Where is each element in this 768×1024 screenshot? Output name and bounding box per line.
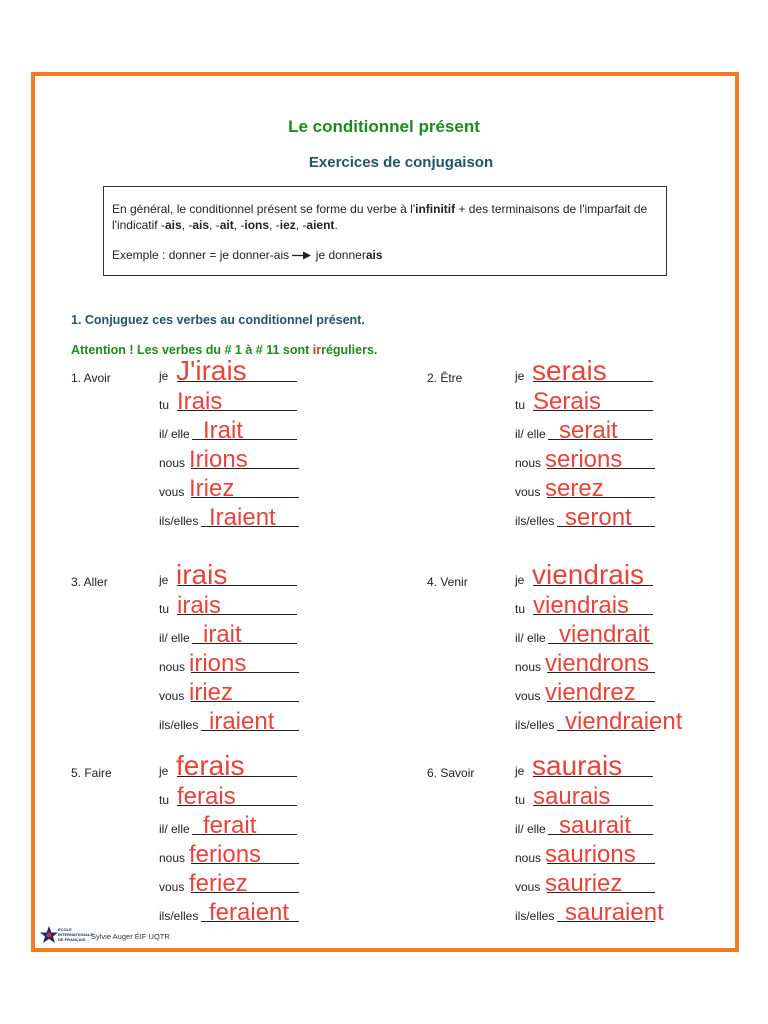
handwritten-answer: Irait [203, 417, 244, 444]
pronoun-label: je [159, 369, 169, 383]
handwritten-answer: viendrais [532, 559, 645, 590]
handwritten-answer: saurait [559, 812, 632, 839]
conjugation-row [71, 561, 401, 590]
pronoun-label: il/ elle [515, 822, 546, 836]
handwritten-answer: saurais [532, 750, 623, 781]
conjugation-row [71, 839, 401, 868]
instruction: 1. Conjuguez ces verbes au conditionnel présent. [71, 313, 365, 327]
verb-title: 5. Faire [71, 766, 112, 780]
rule-box [103, 186, 667, 276]
page-title: Le conditionnel présent [288, 117, 480, 136]
pronoun-label: tu [515, 793, 526, 807]
conjugation-row [427, 386, 757, 415]
conjugation-row [427, 868, 757, 897]
pronoun-label: il/ elle [515, 631, 546, 645]
pronoun-label: je [515, 369, 525, 383]
handwritten-answer: viendrais [533, 592, 630, 619]
pronoun-label: nous [515, 851, 542, 865]
verb-title: 3. Aller [71, 575, 108, 589]
verb-block [71, 559, 401, 752]
handwritten-answer: seront [565, 504, 632, 531]
star-icon [39, 925, 59, 945]
pronoun-label: nous [159, 851, 186, 865]
handwritten-answer: irais [177, 592, 222, 619]
handwritten-answer: iriez [189, 679, 234, 706]
conjugation-row [427, 810, 757, 839]
pronoun-label: nous [159, 660, 186, 674]
conjugation-row [71, 868, 401, 897]
pronoun-label: tu [515, 602, 526, 616]
pronoun-label: il/ elle [159, 427, 190, 441]
pronoun-label: tu [159, 793, 170, 807]
handwritten-answer: ferais [177, 783, 236, 810]
pronoun-label: ils/elles [515, 514, 555, 528]
page-subtitle: Exercices de conjugaison [308, 154, 494, 171]
handwritten-answer: Iraient [209, 504, 276, 531]
handwritten-answer: feriez [189, 870, 248, 897]
conjugation-row [427, 752, 757, 781]
handwritten-answer: ferais [176, 750, 245, 781]
verb-block [427, 355, 757, 548]
conjugation-row [427, 706, 757, 735]
handwritten-answer: viendrons [545, 650, 650, 677]
handwritten-answer: feraient [209, 899, 290, 926]
handwritten-answer: viendrait [559, 621, 650, 648]
pronoun-label: il/ elle [159, 822, 190, 836]
verb-title: 6. Savoir [427, 766, 475, 780]
pronoun-label: ils/elles [515, 909, 555, 923]
handwritten-answer: viendrez [545, 679, 636, 706]
arrow-right-icon [292, 248, 312, 262]
pronoun-label: vous [515, 880, 541, 894]
conjugation-row [427, 473, 757, 502]
conjugation-row [427, 502, 757, 531]
pronoun-label: vous [159, 485, 185, 499]
handwritten-answer: J'irais [176, 355, 247, 386]
pronoun-label: je [159, 573, 169, 587]
conjugation-row [71, 590, 401, 619]
verb-block [427, 750, 757, 943]
conjugation-row [71, 781, 401, 810]
handwritten-answer: sauraient [565, 899, 664, 926]
pronoun-label: tu [159, 398, 170, 412]
pronoun-label: ils/elles [159, 514, 199, 528]
handwritten-answer: irait [203, 621, 242, 648]
handwritten-answer: saurais [533, 783, 611, 810]
handwritten-answer: ferions [189, 841, 262, 868]
school-logo: ÉCOLE INTERNATIONALE DE FRANÇAIS [39, 925, 85, 947]
handwritten-answer: viendraient [565, 708, 683, 735]
handwritten-answer: Irions [189, 446, 248, 473]
conjugation-row [71, 473, 401, 502]
verb-block [71, 750, 401, 943]
conjugation-row [427, 415, 757, 444]
conjugation-row [71, 386, 401, 415]
pronoun-label: je [159, 764, 169, 778]
pronoun-label: vous [515, 485, 541, 499]
handwritten-answer: serions [545, 446, 623, 473]
handwritten-answer: serez [545, 475, 604, 502]
conjugation-row [71, 415, 401, 444]
handwritten-answer: iraient [209, 708, 275, 735]
handwritten-answer: Iriez [189, 475, 235, 502]
handwritten-answer: serais [532, 355, 607, 386]
pronoun-label: il/ elle [159, 631, 190, 645]
handwritten-answer: irais [176, 559, 228, 590]
verb-title: 2. Être [427, 371, 463, 385]
pronoun-label: nous [159, 456, 186, 470]
conjugation-row [427, 839, 757, 868]
conjugation-row [71, 897, 401, 926]
pronoun-label: je [515, 573, 525, 587]
conjugation-row [71, 444, 401, 473]
pronoun-label: tu [159, 602, 170, 616]
conjugation-row [71, 619, 401, 648]
pronoun-label: vous [159, 689, 185, 703]
pronoun-label: nous [515, 660, 542, 674]
conjugation-row [71, 648, 401, 677]
rule-example: Exemple : donner = je donner-ais je donnerais [112, 248, 383, 262]
pronoun-label: vous [159, 880, 185, 894]
conjugation-row [71, 810, 401, 839]
conjugation-row [427, 357, 757, 386]
handwritten-answer: ferait [203, 812, 257, 839]
conjugation-row [427, 897, 757, 926]
verb-block [71, 355, 401, 548]
conjugation-row [427, 444, 757, 473]
pronoun-label: nous [515, 456, 542, 470]
pronoun-label: ils/elles [159, 909, 199, 923]
pronoun-label: ils/elles [515, 718, 555, 732]
conjugation-row [427, 677, 757, 706]
conjugation-row [427, 781, 757, 810]
conjugation-row [427, 619, 757, 648]
handwritten-answer: Serais [533, 388, 602, 415]
verb-title: 4. Venir [427, 575, 468, 589]
conjugation-row [71, 752, 401, 781]
conjugation-row [71, 677, 401, 706]
conjugation-row [427, 561, 757, 590]
handwritten-answer: serait [559, 417, 618, 444]
handwritten-answer: irions [189, 650, 247, 677]
handwritten-answer: sauriez [545, 870, 623, 897]
conjugation-row [427, 590, 757, 619]
verb-title: 1. Avoir [71, 371, 111, 385]
footer [39, 925, 170, 947]
pronoun-label: je [515, 764, 525, 778]
footer-credit: Sylvie Auger ÉIF UQTR [91, 931, 170, 941]
conjugation-row [427, 648, 757, 677]
verb-block [427, 559, 757, 752]
conjugation-row [71, 706, 401, 735]
handwritten-answer: Irais [177, 388, 223, 415]
pronoun-label: ils/elles [159, 718, 199, 732]
attention-note: Attention ! Les verbes du # 1 à # 11 sont irréguliers. [71, 343, 378, 357]
handwritten-answer: saurions [545, 841, 636, 868]
pronoun-label: tu [515, 398, 526, 412]
rule-text: En général, le conditionnel présent se forme du verbe à l'infinitif + des terminaisons de l'imparfait de l'indicatif -ais, -ais, -ait, -ions, -iez, -aient. [112, 202, 648, 232]
pronoun-label: vous [515, 689, 541, 703]
pronoun-label: il/ elle [515, 427, 546, 441]
conjugation-row [71, 357, 401, 386]
conjugation-row [71, 502, 401, 531]
